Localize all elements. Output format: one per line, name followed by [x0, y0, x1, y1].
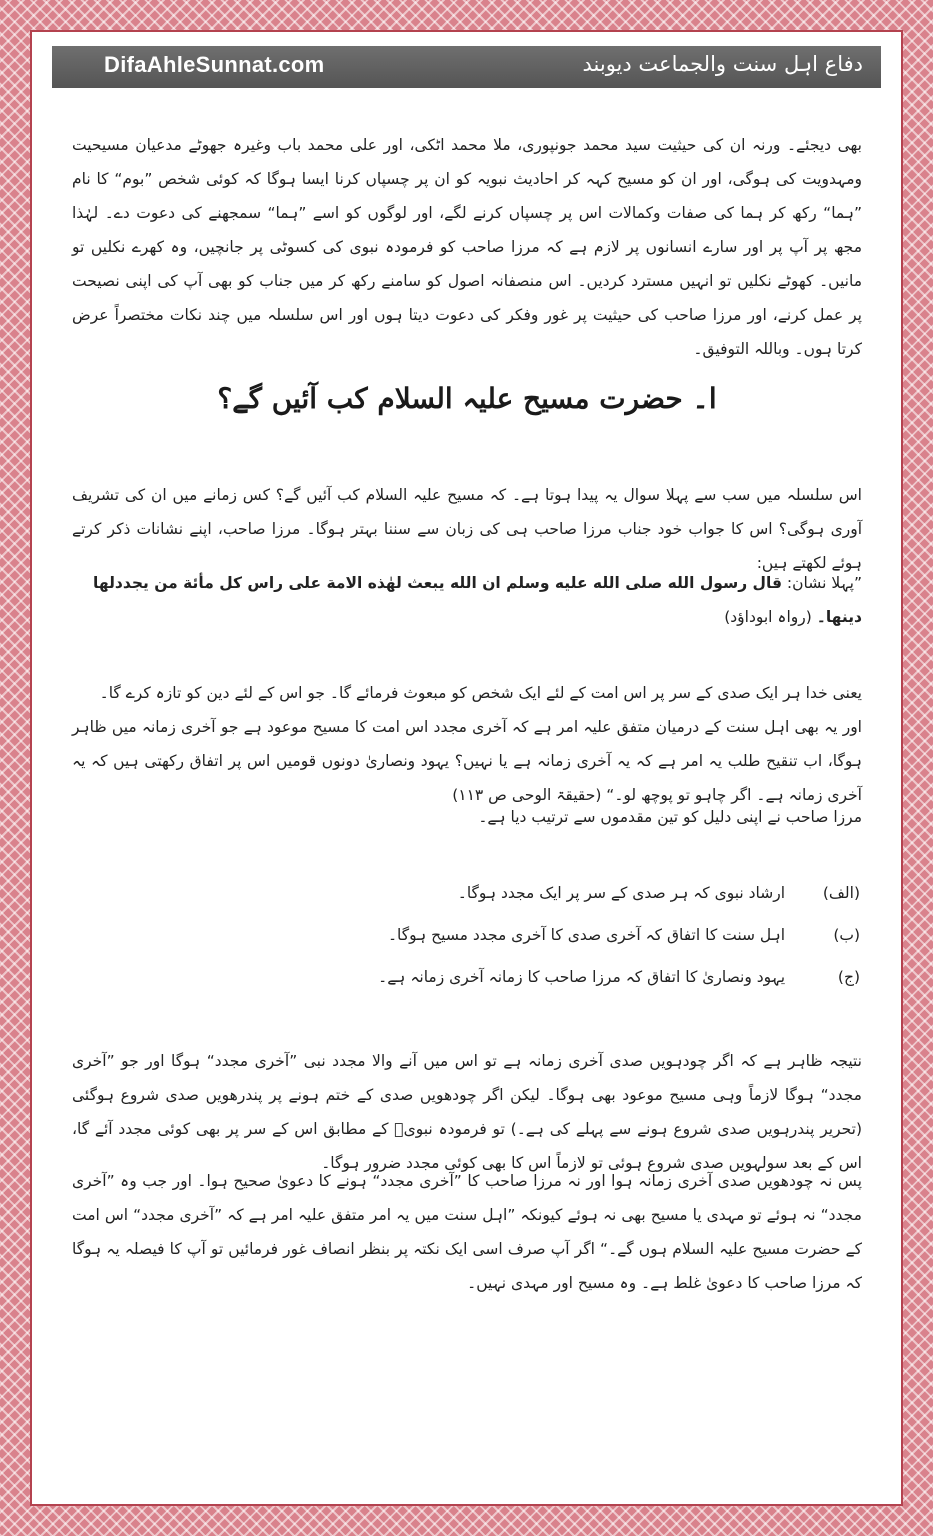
hadith-arabic: قال رسول الله صلى الله عليه وسلم ان الله يبعث لهٰذه الامة على راس كل مأئة من يجددلها دينها۔ [93, 574, 862, 626]
premise-item [200, 884, 860, 902]
conclusion-paragraph: نتیجہ ظاہر ہے کہ اگر چودہویں صدی آخری زمانہ ہے تو اس میں آنے والا مجدد نبی ”آخری مجدد“ ہوگا اور جو ”آخری مجدد“ ہوگا لازماً وہی مسیح موعود بھی ہوگا۔ لیکن اگر چودھویں صدی کے ختم ہونے پر پندرھویں صدی شروع ہوگئی (تحریر پندرہویں صدی شروع ہونے سے پہلے کی ہے۔) تو فرمودہ نبویؐ کے مطابق اس کے سر پر بھی کوئی مجدد آئے گا، اس کے بعد سولہویں صدی شروع ہوئی تو لازماً اس کا بھی کوئی مجدد ضرور ہوگا۔ [72, 1052, 862, 1172]
hadith-quote [72, 566, 862, 634]
premises-intro: مرزا صاحب نے اپنی دلیل کو تین مقدموں سے ترتیب دیا ہے۔ [478, 808, 862, 826]
consensus-paragraph: اور یہ بھی اہل سنت کے درمیان متفق علیہ امر ہے کہ آخری مجدد اس امت کا مسیح موعود ہے جو آخری زمانہ میں ظاہر ہوگا، اب تنقیح طلب یہ امر ہے کہ یہ آخری زمانہ ہے یا نہیں؟ یہود ونصاریٰ دونوں قومیں اس پر اتفاق رکھتی ہیں کہ یہ آخری زمانہ ہے۔ اگر چاہو تو پوچھ لو۔“ (حقیقۃ الوحی ص ۱۱۳) [72, 718, 862, 804]
premise-label: (ج) [837, 968, 860, 986]
intro-paragraph: بھی دیجئے۔ ورنہ ان کی حیثیت سید محمد جونپوری، ملا محمد اٹکی، اور علی محمد باب وغیرہ جھوٹے مدعیان مسیحیت ومہدویت کی ہوگی، اور ان کو مسیح کہہ کر احادیث نبویہ کو ان پر چسپاں کرنا ایسا ہوگا کہ کوئی شخص ”بوم“ کا نام ”ہما“ رکھ کر ہما کی صفات وکمالات اس پر چسپاں کرنے لگے، اور لوگوں کو اسے ”ہما“ سمجھنے کی دعوت دے۔ لہٰذا مجھ پر آپ پر اور سارے انسانوں پر لازم ہے کہ مرزا صاحب کو فرمودہ نبوی کی کسوٹی پر جانچیں، وہ کھرے نکلیں تو مانیں۔ کھوٹے نکلیں تو انہیں مسترد کردیں۔ اس منصفانہ اصول کو سامنے رکھ کر میں جناب کو بھی آپ کی اپنی نصیحت پر عمل کرنے، اور مرزا صاحب کی حیثیت پر غور وفکر کی دعوت دیتا ہوں اور اس سلسلہ میں چند نکات مختصراً عرض کرتا ہوں۔ وباللہ التوفیق۔ [72, 136, 862, 358]
final-paragraph: پس نہ چودھویں صدی آخری زمانہ ہوا اور نہ مرزا صاحب کا ”آخری مجدد“ ہونے کا دعویٰ صحیح ہوا۔ اور جب وہ ”آخری مجدد“ نہ ہوئے تو مہدی یا مسیح بھی نہ ہوئے کیونکہ ”اہل سنت میں یہ امر متفق علیہ امر ہے کہ ”آخری مجدد“ اس امت کے حضرت مسیح علیہ السلام ہوں گے۔“ اگر آپ صرف اسی ایک نکتہ پر بنظر انصاف غور فرمائیں تو آپ کا فیصلہ یہ ہوگا کہ مرزا صاحب کا دعویٰ غلط ہے۔ وہ مسیح اور مہدی نہیں۔ [72, 1172, 862, 1292]
hadith-reference: (رواہ ابوداؤد) [724, 608, 812, 626]
header-title: دفاع اہل سنت والجماعت دیوبند [582, 52, 863, 76]
premise-label: (الف) [822, 884, 860, 902]
premise-item [200, 968, 860, 986]
premise-text: اہل سنت کا اتفاق کہ آخری صدی کا آخری مجدد مسیح ہوگا۔ [387, 926, 786, 944]
premise-text: ارشاد نبوی کہ ہر صدی کے سر پر ایک مجدد ہوگا۔ [457, 884, 786, 902]
question-paragraph: اس سلسلہ میں سب سے پہلا سوال یہ پیدا ہوتا ہے۔ کہ مسیح علیہ السلام کب آئیں گے؟ کس زمانے میں ان کی تشریف آوری ہوگی؟ اس کا جواب خود جناب مرزا صاحب ہی کی زبان سے سننا بہتر ہوگا۔ مرزا صاحب، اپنے نشانات ذکر کرتے ہوئے لکھتے ہیں: [72, 486, 862, 572]
premise-label: (ب) [833, 926, 860, 944]
premise-text: یہود ونصاریٰ کا اتفاق کہ مرزا صاحب کا زمانہ آخری زمانہ ہے۔ [378, 968, 786, 986]
site-name[interactable]: DifaAhleSunnat.com [104, 52, 325, 77]
section-heading: ا۔ حضرت مسیح علیہ السلام کب آئیں گے؟ [217, 382, 717, 415]
translation-paragraph: یعنی خدا ہر ایک صدی کے سر پر اس امت کے لئے ایک شخص کو مبعوث فرمائے گا۔ جو اس کے لئے دین کو تازہ کرے گا۔ [99, 684, 862, 702]
premise-item [200, 926, 860, 944]
page-header [52, 46, 881, 88]
hadith-prefix: ”پہلا نشان: [786, 574, 862, 592]
